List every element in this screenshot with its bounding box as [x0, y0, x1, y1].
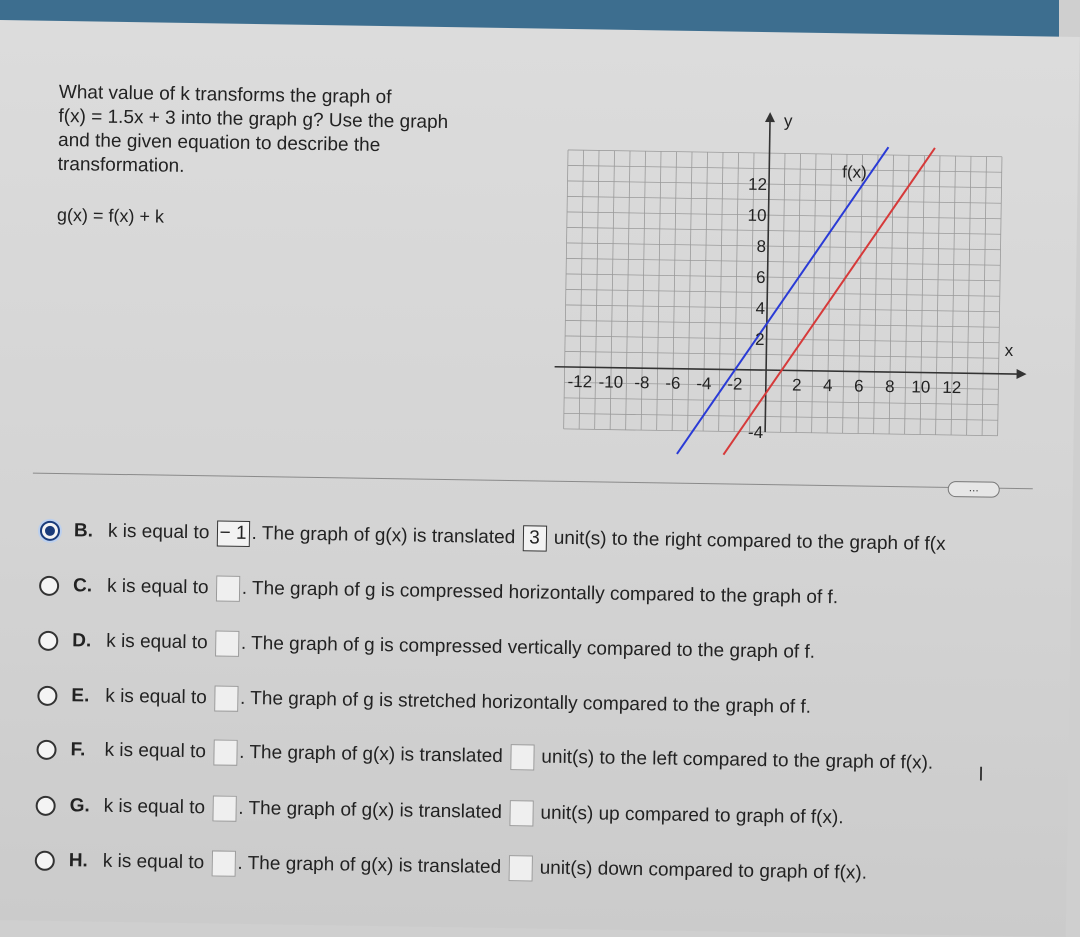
radio-button[interactable] — [35, 851, 55, 871]
option-letter: D. — [72, 630, 92, 652]
x-axis-arrow-icon — [1016, 369, 1026, 379]
question-text — [58, 81, 499, 184]
option-text: unit(s) up compared to graph of f(x). — [535, 802, 844, 829]
radio-button[interactable] — [36, 796, 56, 816]
option-c[interactable] — [39, 569, 838, 616]
option-g[interactable] — [35, 789, 843, 836]
option-text: . The graph of g is compressed horizontally compared to the graph of f. — [241, 577, 839, 609]
k-value-input[interactable]: − 1 — [216, 520, 249, 547]
k-value-input[interactable] — [215, 630, 239, 656]
option-text: . The graph of g(x) is translated — [237, 852, 507, 879]
k-value-input[interactable] — [212, 795, 236, 821]
x-tick-label: 8 — [884, 376, 895, 397]
radio-button[interactable] — [40, 521, 60, 541]
given-equation: g(x) = f(x) + k — [56, 204, 165, 227]
y-tick-label: 10 — [747, 205, 767, 226]
radio-button[interactable] — [37, 686, 57, 706]
option-text: unit(s) down compared to graph of f(x). — [534, 857, 868, 884]
x-tick-label: 10 — [911, 377, 931, 397]
text-cursor-icon: I — [978, 763, 985, 786]
option-text: k is equal to — [103, 795, 211, 819]
x-tick-label: -4 — [696, 373, 712, 394]
x-tick-label: -10 — [598, 372, 624, 392]
graph-lines — [677, 144, 935, 458]
option-letter: C. — [72, 575, 93, 597]
question-page — [0, 20, 1080, 937]
k-value-input[interactable] — [216, 575, 240, 601]
option-text: k is equal to — [102, 850, 210, 874]
option-letter: H. — [68, 850, 88, 872]
option-h[interactable] — [35, 844, 868, 891]
f-line — [677, 144, 889, 457]
option-text: . The graph of g(x) is translated — [238, 797, 508, 824]
graph-labels — [567, 108, 1018, 446]
option-e[interactable] — [37, 679, 811, 725]
units-input[interactable]: 3 — [522, 525, 546, 551]
x-tick-label: 4 — [822, 375, 833, 396]
y-tick-label: 8 — [756, 236, 767, 257]
x-tick-label: -2 — [727, 374, 743, 394]
option-text: . The graph of g is compressed vertically compared to the graph of f. — [240, 632, 816, 663]
option-text: . The graph of g(x) is translated — [251, 523, 521, 549]
k-value-input[interactable] — [211, 850, 235, 876]
radio-button[interactable] — [36, 740, 56, 760]
y-tick-label: 2 — [754, 329, 765, 350]
option-text: k is equal to — [107, 520, 215, 544]
graph-grid — [564, 150, 1002, 436]
x-tick-label: -8 — [634, 373, 650, 393]
x-tick-label: -6 — [665, 373, 681, 393]
x-tick-label: -12 — [567, 371, 593, 392]
x-axis — [555, 367, 1019, 374]
units-input[interactable] — [508, 855, 532, 881]
option-f[interactable] — [36, 733, 933, 781]
x-tick-label: 6 — [853, 376, 864, 396]
option-text: k is equal to — [104, 739, 212, 763]
question-line-4: transformation. — [57, 153, 185, 177]
x-tick-label: 12 — [942, 377, 962, 398]
option-text: . The graph of g is stretched horizontally compared to the graph of f. — [239, 687, 812, 718]
units-input[interactable] — [509, 800, 533, 826]
option-text: k is equal to — [105, 685, 213, 709]
radio-button[interactable] — [38, 631, 58, 651]
y-tick-label: 6 — [755, 267, 766, 288]
y-tick-label: 12 — [747, 174, 768, 195]
y-axis-label: y — [783, 111, 793, 131]
units-input[interactable] — [510, 744, 534, 770]
y-tick-label: 4 — [755, 298, 766, 319]
k-value-input[interactable] — [214, 685, 238, 711]
option-letter: B. — [73, 520, 94, 542]
option-text: k is equal to — [106, 575, 214, 599]
option-b[interactable] — [40, 514, 946, 562]
option-letter: G. — [69, 795, 90, 817]
section-divider — [33, 473, 1033, 490]
option-d[interactable] — [38, 624, 815, 670]
y-tick-label: -4 — [747, 422, 764, 443]
fx-line-label: f(x) — [842, 162, 867, 182]
x-tick-label: 2 — [791, 375, 802, 395]
option-letter: F. — [70, 739, 86, 761]
question-line-3: and the given equation to describe the — [57, 129, 381, 156]
option-text: unit(s) to the left compared to the graph of f(x). — [535, 746, 934, 774]
k-value-input[interactable] — [213, 739, 237, 765]
coordinate-graph — [533, 108, 1014, 455]
option-text: . The graph of g(x) is translated — [239, 741, 509, 768]
y-axis-arrow-icon — [765, 112, 775, 122]
question-line-1: What value of k transforms the graph of — [58, 81, 392, 109]
option-letter: E. — [71, 685, 90, 707]
x-axis-label: x — [1004, 340, 1014, 360]
option-text: unit(s) to the right compared to the graph of f(x — [548, 527, 946, 555]
radio-button[interactable] — [39, 576, 59, 596]
question-line-2: f(x) = 1.5x + 3 into the graph g? Use the graph — [58, 105, 449, 134]
option-text: k is equal to — [106, 630, 214, 654]
more-options-button[interactable]: ... — [948, 481, 1000, 498]
